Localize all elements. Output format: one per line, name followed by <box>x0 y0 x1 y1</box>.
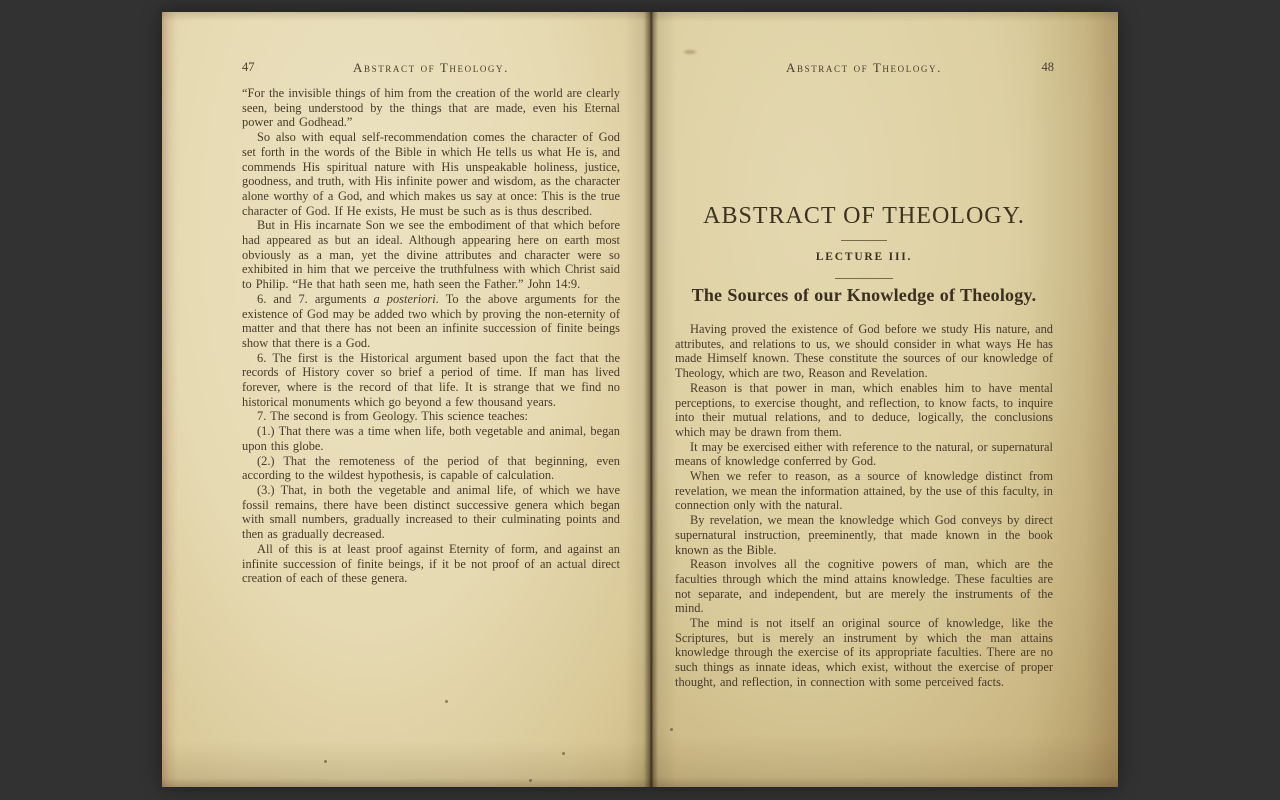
paragraph: 6. and 7. arguments a posteriori. To the above arguments for the existence of God may be added two which by proving the non-eternity of matter and that there has not been an infinite succession of finite beings show that there is a God. <box>242 291 620 350</box>
paragraph: Reason is that power in man, which enables him to have mental perceptions, to exercise thought, and reflection, to know facts, to inquire into their mutual relations, and to deduce, logically, the conclusions which may be drawn from them. <box>675 380 1053 439</box>
paragraph: Reason involves all the cognitive powers of man, which are the faculties through which the mind attains knowledge. These faculties are not separate, and independent, but are merely the instruments of the mind. <box>675 557 1053 616</box>
scan-speck <box>445 700 448 703</box>
scan-speck <box>324 760 327 763</box>
book-gutter <box>644 12 658 787</box>
paragraph: Having proved the existence of God before we study His nature, and attributes, and relations to us, we should consider in what ways He has made Himself known. These constitute the sources of our knowledge of Theology, which are two, Reason and Revelation. <box>675 322 1053 381</box>
paragraph: 7. The second is from Geology. This science teaches: <box>257 409 528 424</box>
paragraph: All of this is at least proof against Eternity of form, and against an infinite succession of finite beings, if it be not proof of an actual direct creation of each of these genera. <box>242 541 620 586</box>
book-spread <box>162 12 1118 787</box>
paragraph: 6. The first is the Historical argument based upon the fact that the records of History cover so brief a period of time. If man has lived forever, where is the record of that life. It is strange that we find no historical monuments which go beyond a few thousand years. <box>242 350 620 409</box>
scan-speck <box>670 728 673 731</box>
paragraph: It may be exercised either with reference to the natural, or supernatural means of knowledge conferred by God. <box>675 439 1053 469</box>
divider-rule <box>835 278 893 279</box>
scan-speck <box>562 752 565 755</box>
paragraph: When we refer to reason, as a source of knowledge distinct from revelation, we mean the information attained, by the use of this faculty, in connection only with the natural. <box>675 469 1053 513</box>
section-title: The Sources of our Knowledge of Theology. <box>691 285 1037 305</box>
paragraph: By revelation, we mean the knowledge which God conveys by direct supernatural instruction, preeminently, that made known in the book known as the Bible. <box>675 513 1053 557</box>
scan-smudge <box>684 50 696 54</box>
chapter-book-title: ABSTRACT OF THEOLOGY. <box>703 203 1025 229</box>
running-head-title: Abstract of Theology. <box>786 60 942 75</box>
running-head-right <box>651 60 1118 78</box>
running-head-left <box>162 60 651 78</box>
paragraph: (2.) That the remoteness of the period of that beginning, even according to the wildest hypothesis, is capable of calculation. <box>242 453 620 483</box>
page-number: 47 <box>242 60 255 74</box>
page-left[interactable] <box>162 12 651 787</box>
paragraph: (3.) That, in both the vegetable and animal life, of which we have fossil remains, there have been distinct successive genera which began with small numbers, gradually increased to their culminating points and then as gradually decreased. <box>242 482 620 542</box>
paragraph: “For the invisible things of him from the creation of the world are clearly seen, being understood by the things that are made, even his Eternal power and Godhead.” <box>242 86 620 130</box>
page-right[interactable] <box>651 12 1118 787</box>
running-head-title: Abstract of Theology. <box>353 60 509 75</box>
right-page-text <box>675 322 1053 690</box>
paragraph: (1.) That there was a time when life, both vegetable and animal, began upon this globe. <box>242 424 620 453</box>
left-page-text <box>242 86 620 586</box>
paragraph: But in His incarnate Son we see the embodiment of that which before had appeared as but an ideal. Although appearing here on earth most obviously as a man, yet the divine attributes and character were so exhibited in him that we perceive the truthfulness with which Christ said to Philip. “He that hath seen me, hath seen the Father.” John 14:9. <box>242 218 620 292</box>
divider-rule <box>841 240 887 241</box>
lecture-heading: LECTURE III. <box>815 251 913 263</box>
paragraph: So also with equal self-recommendation comes the character of God set forth in the words of the Bible in which He tells us what He is, and commends His spiritual nature with His unspeakable holiness, justice, goodness, and truth, with His infinite power and wisdom, as the character alone worthy of a God, and which makes us say at once: This is the true character of God. If He exists, He must be such as is thus described. <box>242 130 620 218</box>
scan-speck <box>529 779 532 782</box>
page-number: 48 <box>1041 60 1054 74</box>
paragraph: The mind is not itself an original source of knowledge, like the Scriptures, but is merely an instrument by which the man attains knowledge through the exercise of its appropriate faculties. There are no such things as innate ideas, which exist, without the exercise of proper thought, and reflection, in connection with some perceived facts. <box>675 616 1053 689</box>
